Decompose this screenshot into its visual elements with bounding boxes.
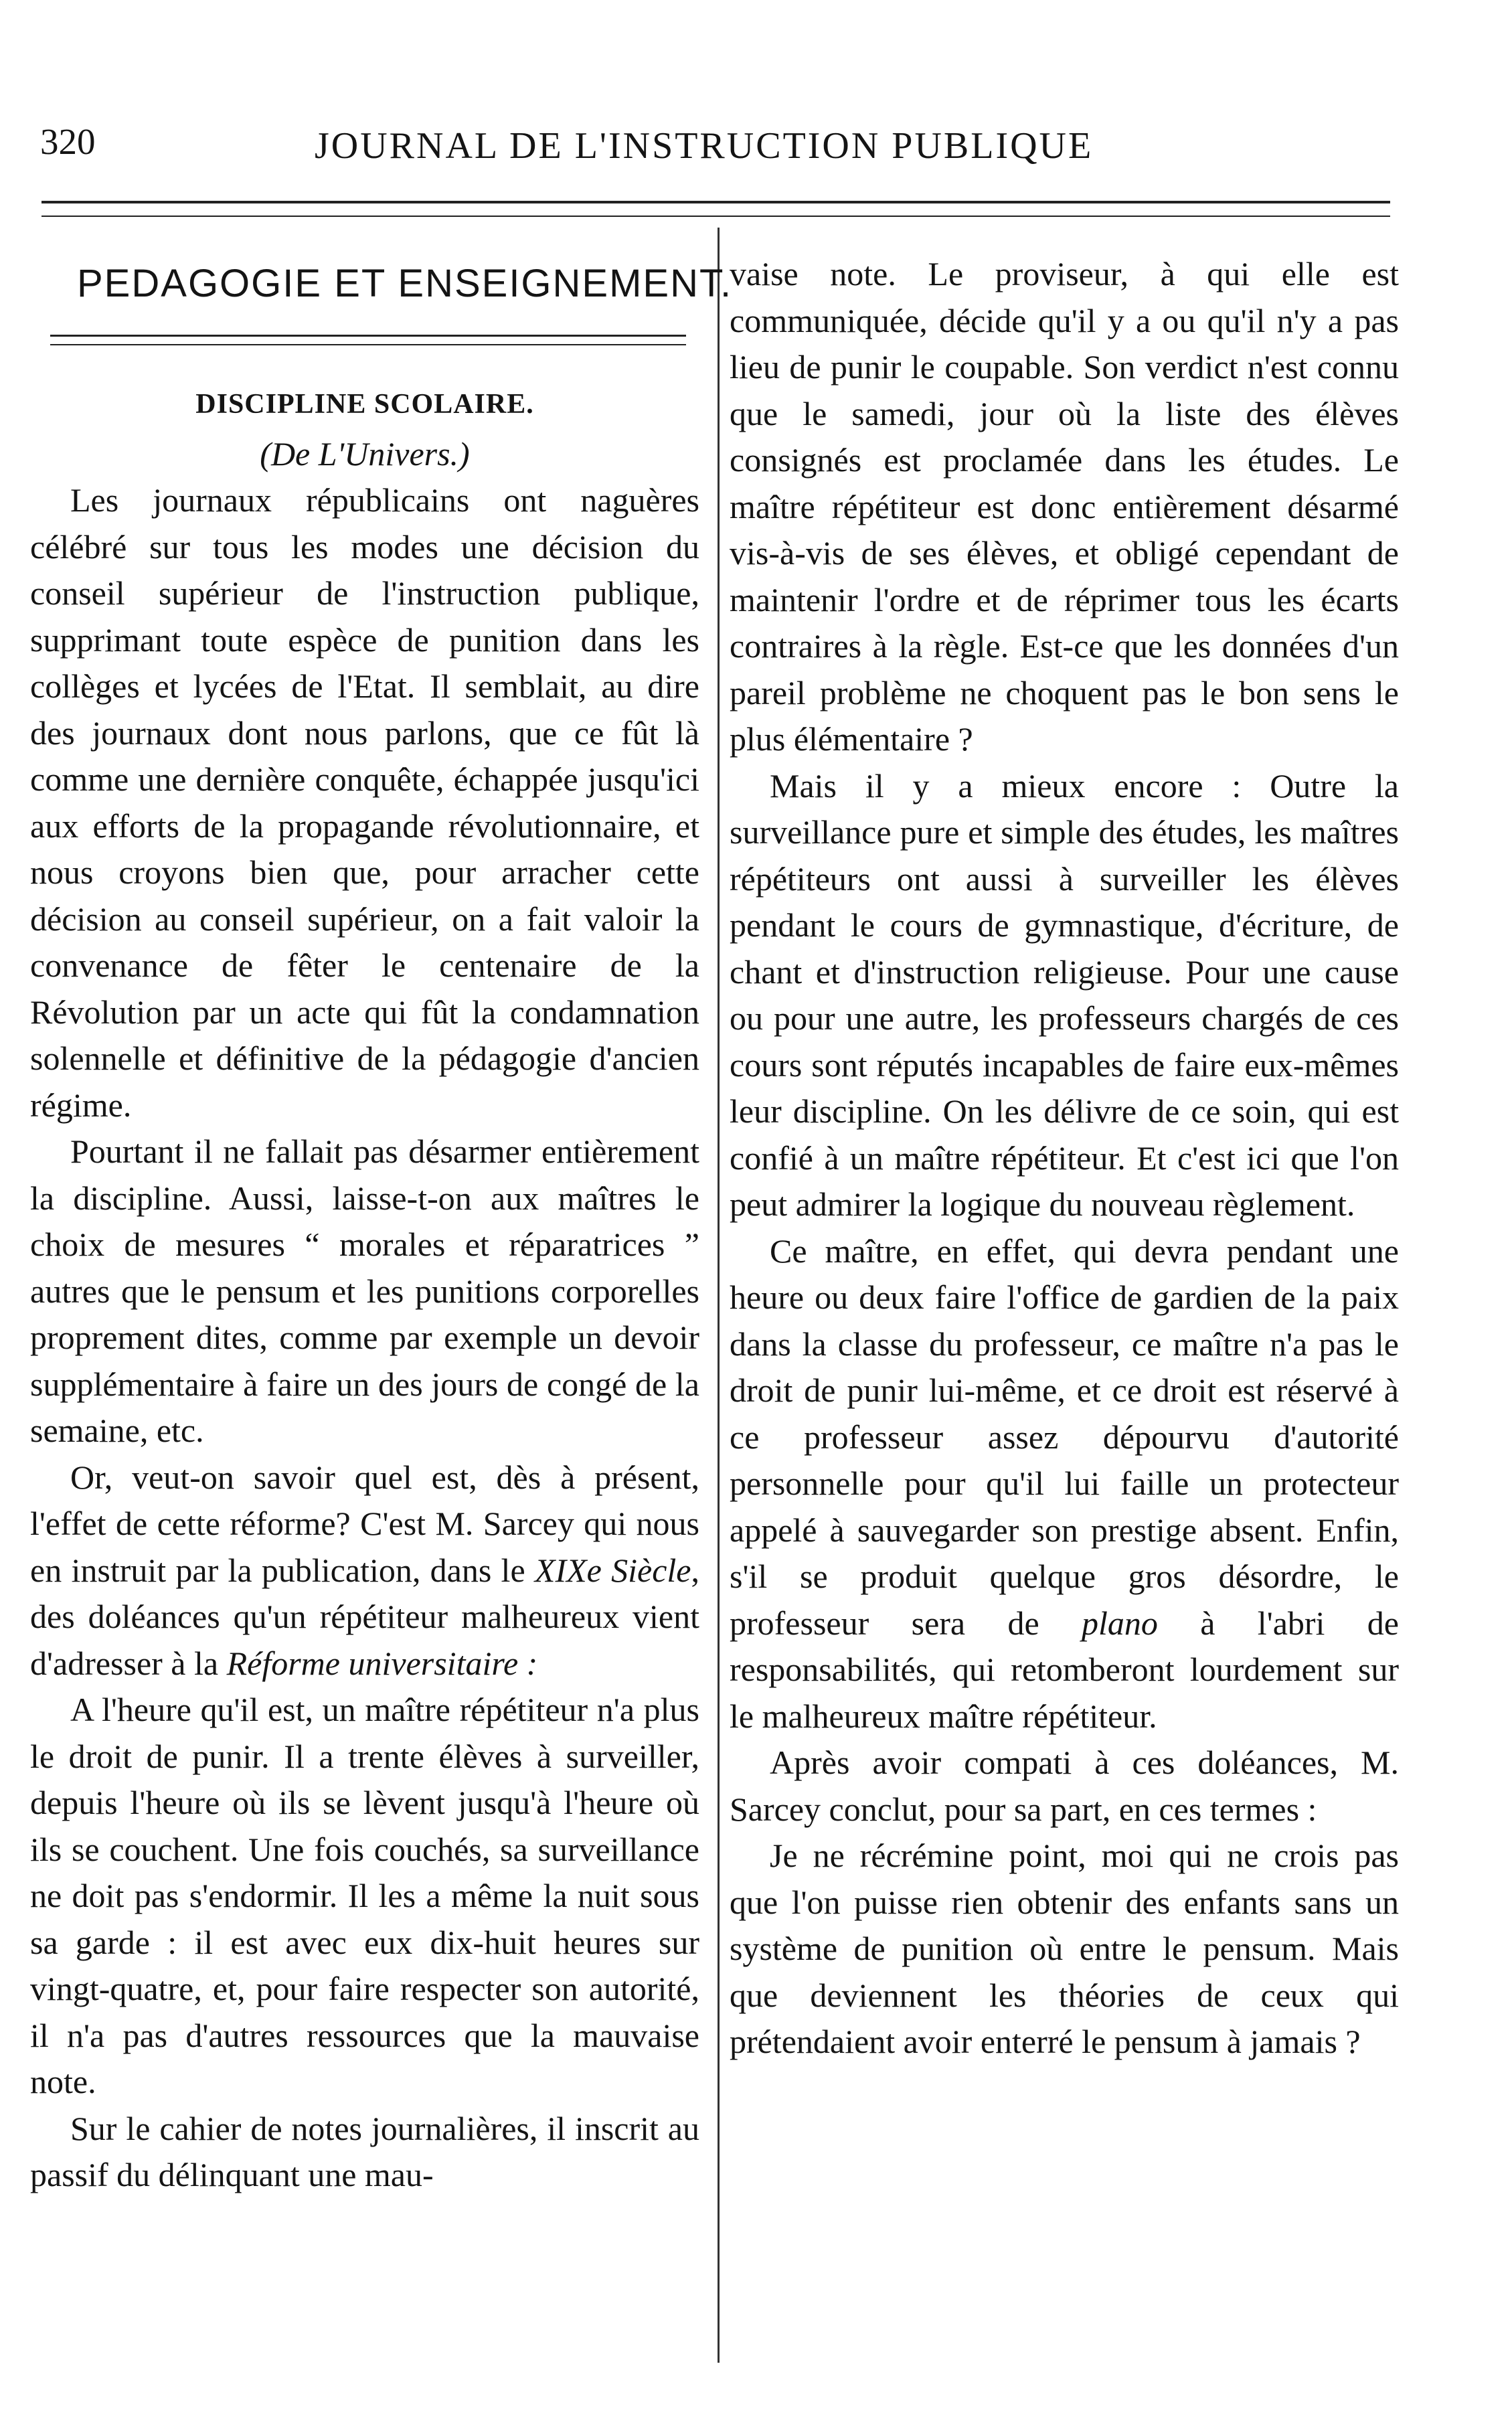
page-number: 320 xyxy=(40,121,96,162)
header-rule-top xyxy=(41,201,1390,203)
running-title: JOURNAL DE L'INSTRUCTION PUBLIQUE xyxy=(315,125,1094,167)
right-column xyxy=(730,251,1399,2066)
article-source: (De L'Univers.) xyxy=(260,434,470,473)
right-paragraph-2: Mais il y a mieux encore : Outre la surveillance pure et simple des études, les maîtres répétiteurs ont aussi à surveiller les élèves pendant le cours de gymnastique, d'écriture, de chant et d'instruction religieuse. Pour une cause ou pour une autre, les professeurs chargés de ces cours sont réputés incapables de faire eux-mêmes leur discipline. On les délivre de ce soin, qui est confié à un maître répétiteur. Et c'est ici que l'on peut admirer la logique du nouveau règlement. xyxy=(730,766,1399,1223)
header-rule-bottom xyxy=(41,216,1390,217)
left-column xyxy=(30,382,699,2199)
newspaper-title: XIXe Siècle xyxy=(534,1551,691,1589)
left-paragraph-3 xyxy=(30,1454,699,1687)
article-subhead: DISCIPLINE SCOLAIRE. xyxy=(195,389,534,420)
right-paragraph-5: Je ne récrémine point, moi qui ne crois pas que l'on puisse rien obtenir des enfants sans un système de punition où entre le pensum. Mais que deviennent les théories de ceux qui prétendaient avoir enterré le pensum à jamais ? xyxy=(730,1837,1399,2060)
left-paragraph-2: Pourtant il ne fallait pas désarmer entièrement la discipline. Aussi, laisse-t-on aux maîtres le choix de mesures “ morales et réparatrices ” autres que le pensum et les punitions corporelles proprement dites, comme par exemple un devoir supplémentaire à faire un des jours de congé de la semaine, etc. xyxy=(30,1133,699,1449)
right-paragraph-1: vaise note. Le proviseur, à qui elle est communiquée, décide qu'il y a ou qu'il n'y a pas lieu de punir le coupable. Son verdict n'est connu que le samedi, jour où la liste des élèves consignés est proclamée dans les études. Le maître répétiteur est donc entièrement désarmé vis-à-vis de ses élèves, et obligé cependant de maintenir l'ordre et de réprimer tous les écarts contraires à la règle. Est-ce que les données d'un pareil problème ne choquent pas le bon sens le plus élémentaire ? xyxy=(730,255,1399,758)
column-divider xyxy=(718,228,720,2363)
left-paragraph-4: A l'heure qu'il est, un maître répétiteur n'a plus le droit de punir. Il a trente élèves à surveiller, depuis l'heure où ils se lèvent jusqu'à l'heure où ils se couchent. Une fois couchés, sa surveillance ne doit pas s'endormir. Il les a même la nuit sous sa garde : il est avec eux dix-huit heures sur vingt-quatre, et, pour faire respecter son autorité, il n'a pas d'autres ressources que la mauvaise note. xyxy=(30,1691,699,2100)
left-paragraph-5: Sur le cahier de notes journalières, il inscrit au passif du délinquant une mau- xyxy=(30,2109,699,2193)
right-paragraph-3 xyxy=(730,1228,1399,1740)
section-rule-1 xyxy=(50,335,686,337)
left-paragraph-1: Les journaux républicains ont naguères célébré sur tous les modes une décision du conseil supérieur de l'instruction publique, supprimant toute espèce de punition dans les collèges et lycées de l'Etat. Il semblait, au dire des journaux dont nous parlons, que ce fût là comme une dernière conquête, échappée jusqu'ici aux efforts de la propagande révolutionnaire, et nous croyons bien que, pour arracher cette décision au conseil supérieur, on a fait valoir la convenance de fêter le centenaire de la Révolution par un acte qui fût la condamnation solennelle et définitive de la pédagogie d'ancien régime. xyxy=(30,481,699,1124)
left-p3-text-c: , des doléances qu'un répétiteur malheureux vient d'adresser à la xyxy=(30,1551,699,1682)
left-p3-text-a: Or, veut-on savoir quel est, dès à présent, l'effet de cette réforme? C'est M. Sarcey qui nous en instruit par la publication, dans le xyxy=(30,1458,699,1589)
section-title: PEDAGOGIE ET ENSEIGNEMENT. xyxy=(77,262,733,305)
section-rule-2 xyxy=(50,344,686,345)
right-p3-text-a: Ce maître, en effet, qui devra pendant une heure ou deux faire l'office de gardien de la paix dans la classe du professeur, ce maître n'a pas le droit de punir lui-même, et ce droit est réservé à ce professeur assez dépourvu d'autorité personnelle pour qu'il lui faille un protecteur appelé à sauvegarder son prestige absent. Enfin, s'il se produit quelque gros désordre, le professeur sera de xyxy=(730,1232,1399,1642)
latin-phrase: plano xyxy=(1082,1604,1158,1642)
right-p3-text-c: à l'abri de responsabilités, qui retomberont lourdement sur le malheureux maître répétiteur. xyxy=(730,1604,1399,1735)
journal-title: Réforme universitaire : xyxy=(226,1644,538,1682)
right-paragraph-4: Après avoir compati à ces doléances, M. Sarcey conclut, pour sa part, en ces termes : xyxy=(730,1744,1399,1828)
